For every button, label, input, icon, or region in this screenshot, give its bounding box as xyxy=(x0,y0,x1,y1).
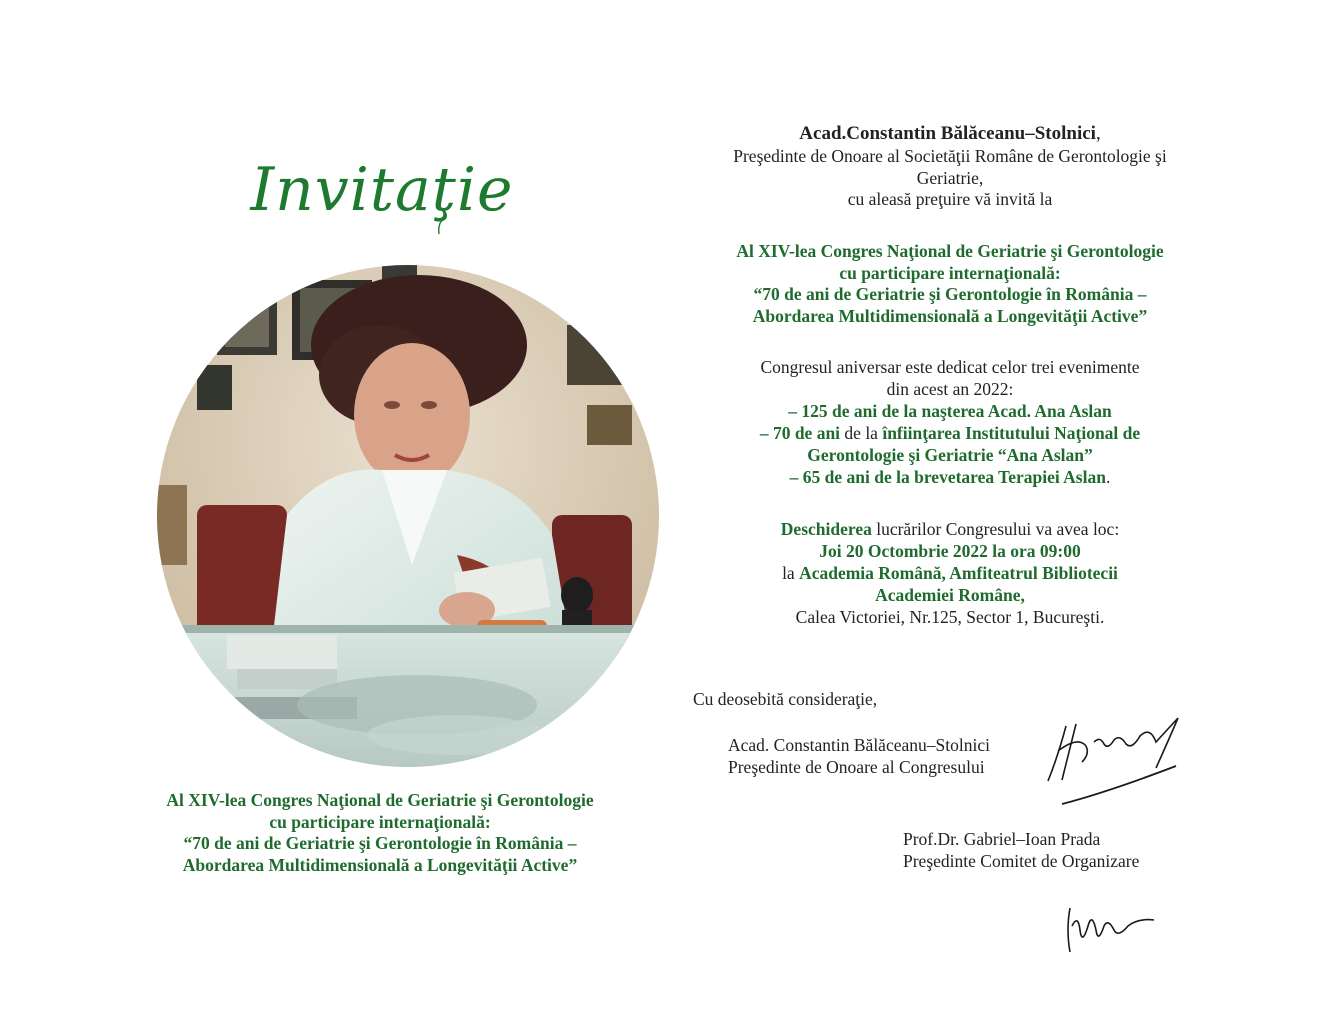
venue-prefix: la xyxy=(782,563,800,583)
host-block xyxy=(690,122,1210,211)
host-role-line: Geriatrie, xyxy=(916,167,984,188)
event-item-2-text: înfiinţarea Institutului Naţional de xyxy=(882,423,1141,443)
signature-1-icon xyxy=(1038,706,1188,812)
host-role-line: Preşedinte de Onoare al Societăţii Române de Gerontologie şi xyxy=(733,146,1167,166)
events-block xyxy=(690,356,1210,488)
event-item-3-text: – 65 de ani de la brevetarea Terapiei Aslan xyxy=(789,467,1106,487)
left-caption-line: “70 de ani de Geriatrie şi Gerontologie în România – xyxy=(183,833,577,853)
invite-line: cu aleasă preţuire vă invită la xyxy=(847,189,1053,209)
signatory-1 xyxy=(728,734,1048,778)
signatory-name: Prof.Dr. Gabriel–Ioan Prada xyxy=(903,829,1101,849)
signature-2-icon xyxy=(1058,896,1158,960)
opening-intro xyxy=(690,518,1210,540)
left-caption-line: cu participare internaţională: xyxy=(269,811,491,832)
event-item-2-join: de la xyxy=(840,423,883,443)
event-item-2-years: – 70 de ani xyxy=(759,423,841,443)
opening-label-rest: lucrărilor Congresului va avea loc: xyxy=(871,519,1120,539)
venue-line-2: Academiei Române, xyxy=(875,585,1025,605)
congress-block xyxy=(690,241,1210,327)
address-text: Calea Victoriei, Nr.125, Sector 1, Bucureşti xyxy=(795,607,1100,627)
venue-line-1: Academia Română, Amfiteatrul Bibliotecii xyxy=(799,563,1118,583)
events-intro: din acest an 2022: xyxy=(886,379,1014,399)
signatory-role: Preşedinte Comitet de Organizare xyxy=(903,851,1140,871)
event-item-2 xyxy=(690,422,1210,444)
congress-line: cu participare internaţională: xyxy=(839,262,1061,283)
event-item-1: – 125 de ani de la naşterea Acad. Ana Aslan xyxy=(788,401,1112,421)
signatory-role: Preşedinte de Onoare al Congresului xyxy=(728,757,985,777)
event-item-3-end: . xyxy=(1105,467,1111,487)
portrait-photo xyxy=(157,265,659,767)
invitation-title: Invitaţie xyxy=(250,155,514,225)
event-item-3 xyxy=(690,466,1210,488)
left-caption-line: Abordarea Multidimensională a Longevităţii Active” xyxy=(182,854,578,875)
signatory-2 xyxy=(903,828,1223,872)
closing-salutation: Cu deosebită consideraţie, xyxy=(693,689,878,709)
title-flourish-icon xyxy=(430,218,450,238)
events-intro: Congresul aniversar este dedicat celor trei evenimente xyxy=(760,357,1140,377)
opening-address xyxy=(690,606,1210,628)
congress-line: Abordarea Multidimensională a Longevităţii Active” xyxy=(752,305,1148,326)
left-caption-line: Al XIV-lea Congres Naţional de Geriatrie şi Gerontologie xyxy=(166,790,594,810)
address-end: . xyxy=(1099,607,1105,627)
opening-label: Deschiderea xyxy=(780,519,872,539)
host-name-line xyxy=(690,122,1210,146)
host-name-suffix: , xyxy=(1095,123,1101,144)
event-item-2-continued: Gerontologie şi Geriatrie “Ana Aslan” xyxy=(807,445,1093,465)
congress-line: Al XIV-lea Congres Naţional de Geriatrie şi Gerontologie xyxy=(736,241,1164,261)
signatory-name: Acad. Constantin Bălăceanu–Stolnici xyxy=(728,735,990,755)
opening-date: Joi 20 Octombrie 2022 la ora 09:00 xyxy=(819,541,1081,561)
congress-line: “70 de ani de Geriatrie şi Gerontologie în România – xyxy=(753,284,1147,304)
opening-block xyxy=(690,518,1210,628)
left-congress-caption xyxy=(100,790,660,876)
host-name: Acad.Constantin Bălăceanu–Stolnici xyxy=(799,123,1096,144)
opening-venue xyxy=(690,562,1210,584)
